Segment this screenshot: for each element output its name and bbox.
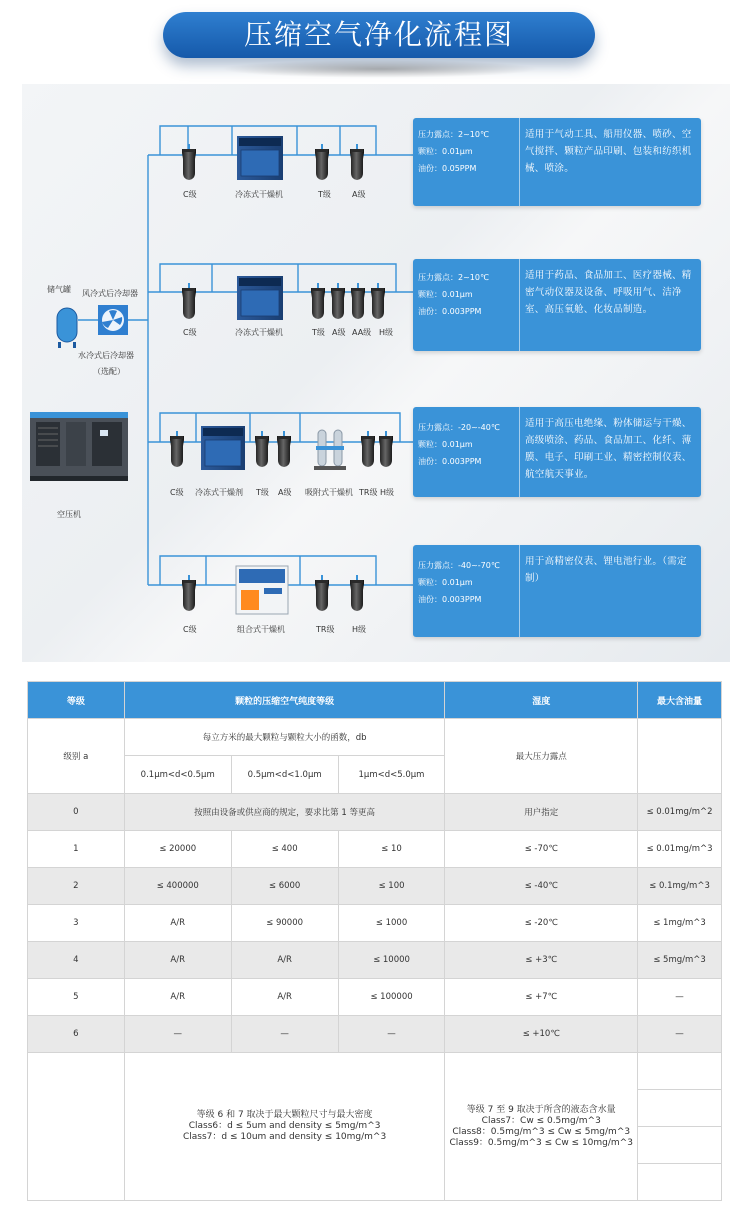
line-3-label-adsorption-dryer: 吸附式干燥机	[305, 488, 353, 497]
note-grade-empty	[28, 1053, 125, 1201]
oil-cell: ≤ 0.1mg/m^3	[638, 868, 722, 905]
grade-cell: 2	[28, 868, 125, 905]
humidity-class-note	[445, 1053, 638, 1201]
dew-cell: ≤ +10℃	[445, 1016, 638, 1053]
grade-cell: 4	[28, 942, 125, 979]
compressor-icon	[30, 412, 128, 481]
particle-cell: ≤ 10	[338, 831, 445, 868]
line-3-label-h: H级	[380, 488, 395, 497]
note-line: 等级 6 和 7 取决于最大颗粒尺寸与最大密度	[196, 1110, 373, 1120]
oil-cell: ≤ 1mg/m^3	[638, 905, 722, 942]
note-line: 等级 7 至 9 取决于所含的液态含水量	[466, 1104, 616, 1115]
line-1-info-box	[413, 118, 701, 206]
dew-point: 压力露点：-40~-70℃	[418, 561, 500, 570]
line-4-label-h: H级	[352, 625, 367, 634]
particle-size: 颗粒：0.01μm	[418, 147, 473, 156]
dew-point: 压力露点：2~10℃	[418, 273, 489, 282]
oil-empty-cell	[638, 1090, 722, 1127]
line-2-label-t: T级	[312, 328, 325, 337]
line-3-label-a: A级	[278, 488, 292, 497]
note-line: Class7：d ≤ 10um and density ≤ 10mg/m^3	[182, 1132, 387, 1142]
size-col-3: 1μm<d<5.0μm	[338, 756, 445, 794]
oil-content: 油份：0.003PPM	[418, 595, 482, 604]
dew-point: 压力露点：2~10℃	[418, 130, 489, 139]
table-row	[28, 1016, 722, 1053]
oil-subheader-empty	[638, 719, 722, 794]
particle-size: 颗粒：0.01μm	[418, 290, 473, 299]
oil-empty-cell	[638, 1053, 722, 1090]
line-2-label-a: A级	[332, 328, 346, 337]
oil-cell: ≤ 0.01mg/m^2	[638, 794, 722, 831]
tr-filter-icon	[361, 431, 375, 467]
particle-cell: A/R	[231, 979, 338, 1016]
table-row	[28, 979, 722, 1016]
grade-cell: 5	[28, 979, 125, 1016]
particle-class-note	[124, 1053, 445, 1201]
water-cooler-label: 水冷式后冷却器	[78, 351, 134, 360]
oil-empty-cell	[638, 1127, 722, 1164]
line-2-info-box	[413, 259, 701, 351]
line-1-description: 适用于气动工具、船用仪器、喷砂、空气搅拌、颗粒产品印刷、包装和纺织机械、喷涂。	[525, 129, 692, 174]
dew-cell: ≤ +3℃	[445, 942, 638, 979]
line-1-label-t: T级	[318, 190, 331, 199]
humidity-subheader: 最大压力露点	[445, 719, 638, 794]
oil-empty-cell	[638, 1164, 722, 1201]
line-2-params	[413, 259, 520, 351]
line-1-params	[413, 118, 520, 206]
particle-cell: ≤ 400000	[124, 868, 231, 905]
compressor-label: 空压机	[57, 510, 81, 519]
water-cooler-optional: （选配）	[93, 367, 125, 376]
c-filter-icon	[182, 144, 196, 180]
oil-content: 油份：0.003PPM	[418, 307, 482, 316]
table-row	[28, 794, 722, 831]
size-col-2: 0.5μm<d<1.0μm	[231, 756, 338, 794]
air-cooler-label: 风冷式后冷却器	[82, 289, 138, 298]
particle-cell: A/R	[124, 979, 231, 1016]
particle-subheader: 每立方米的最大颗粒与颗粒大小的函数，db	[124, 719, 445, 756]
c-filter-icon	[170, 431, 184, 467]
purity-class-table	[27, 681, 722, 1201]
header-grade: 等级	[28, 682, 125, 719]
note-line: Class6：d ≤ 5um and density ≤ 5mg/m^3	[188, 1121, 381, 1131]
air-cooler-icon	[98, 305, 128, 335]
a-filter-icon	[277, 431, 291, 467]
particle-cell: ≤ 100000	[338, 979, 445, 1016]
a-filter-icon	[350, 144, 364, 180]
dew-cell: ≤ +7℃	[445, 979, 638, 1016]
particle-cell: A/R	[124, 942, 231, 979]
table-note-row	[28, 1053, 722, 1090]
particle-cell: —	[338, 1016, 445, 1053]
c-filter-icon	[182, 283, 196, 319]
class-label: 级别 a	[28, 719, 125, 794]
particle-cell: —	[231, 1016, 338, 1053]
page-title: 压缩空气净化流程图	[163, 12, 595, 58]
dew-cell: ≤ -20℃	[445, 905, 638, 942]
line-3-label-c: C级	[170, 488, 184, 497]
particle-cell: ≤ 1000	[338, 905, 445, 942]
particle-cell: —	[124, 1016, 231, 1053]
dew-point: 压力露点：-20~-40℃	[418, 423, 500, 432]
table-row	[28, 831, 722, 868]
t-filter-icon	[311, 283, 325, 319]
oil-content: 油份：0.003PPM	[418, 457, 482, 466]
particle-cell: A/R	[231, 942, 338, 979]
h-filter-icon	[379, 431, 393, 467]
line-3-label-dryer: 冷冻式干燥剂	[195, 488, 243, 497]
line-2-label-c: C级	[183, 328, 197, 337]
adsorption-dryer-icon	[314, 430, 346, 470]
line-4-info-box	[413, 545, 701, 637]
oil-cell: —	[638, 979, 722, 1016]
aa-filter-icon	[351, 283, 365, 319]
particle-cell: ≤ 400	[231, 831, 338, 868]
combined-dryer-icon	[236, 566, 288, 614]
refrigerated-dryer-icon	[201, 426, 245, 470]
grade-cell: 1	[28, 831, 125, 868]
dew-cell: 用户指定	[445, 794, 638, 831]
header-particle-class: 颗粒的压缩空气纯度等级	[124, 682, 445, 719]
line-4-label-tr: TR级	[316, 625, 335, 634]
particle-cell: ≤ 100	[338, 868, 445, 905]
oil-cell: —	[638, 1016, 722, 1053]
storage-tank-icon	[57, 308, 77, 348]
note-line: Class7：Cw ≤ 0.5mg/m^3	[481, 1115, 601, 1126]
note-line: Class9：0.5mg/m^3 ≤ Cw ≤ 10mg/m^3	[449, 1137, 633, 1148]
line-4-label-c: C级	[183, 625, 197, 634]
table-row	[28, 868, 722, 905]
particle-size: 颗粒：0.01μm	[418, 578, 473, 587]
table-row	[28, 942, 722, 979]
tank-label: 储气罐	[47, 285, 71, 294]
particle-cell: ≤ 90000	[231, 905, 338, 942]
line-2-description: 适用于药品、食品加工、医疗器械、精密气动仪器及设备、呼吸用气、洁净室、高压氧舱、化妆品制造。	[525, 270, 692, 315]
refrigerated-dryer-icon	[237, 136, 283, 180]
oil-cell: ≤ 5mg/m^3	[638, 942, 722, 979]
table-row	[28, 905, 722, 942]
t-filter-icon	[255, 431, 269, 467]
particle-cell: ≤ 10000	[338, 942, 445, 979]
a-filter-icon	[331, 283, 345, 319]
header-humidity: 湿度	[445, 682, 638, 719]
h-filter-icon	[350, 575, 364, 611]
c-filter-icon	[182, 575, 196, 611]
dew-cell: ≤ -40℃	[445, 868, 638, 905]
note-line: Class8：0.5mg/m^3 ≤ Cw ≤ 5mg/m^3	[452, 1126, 631, 1137]
size-col-1: 0.1μm<d<0.5μm	[124, 756, 231, 794]
dew-cell: ≤ -70℃	[445, 831, 638, 868]
line-4-label-dryer: 组合式干燥机	[237, 625, 285, 634]
line-4-params	[413, 545, 520, 637]
line-3-label-t: T级	[256, 488, 269, 497]
oil-content: 油份：0.05PPM	[418, 164, 477, 173]
grade-cell: 3	[28, 905, 125, 942]
line-2-label-dryer: 冷冻式干燥机	[235, 328, 283, 337]
particle-cell: ≤ 20000	[124, 831, 231, 868]
line-2-label-h: H级	[379, 328, 394, 337]
oil-cell: ≤ 0.01mg/m^3	[638, 831, 722, 868]
line-1-label-a: A级	[352, 190, 366, 199]
line-4-description: 用于高精密仪表、锂电池行业。（需定制）	[525, 556, 687, 584]
particle-cell: ≤ 6000	[231, 868, 338, 905]
particle-size: 颗粒：0.01μm	[418, 440, 473, 449]
line-3-description: 适用于高压电绝缘、粉体储运与干燥、高级喷涂、药品、食品加工、化纤、薄膜、电子、印刷工业、精密控制仪表、航空航天事业。	[525, 418, 692, 480]
t-filter-icon	[315, 144, 329, 180]
particle-merged-cell: 按照由设备或供应商的规定，要求比第 1 等更高	[124, 794, 445, 831]
tr-filter-icon	[315, 575, 329, 611]
line-2-label-aa: AA级	[352, 328, 372, 337]
particle-cell: A/R	[124, 905, 231, 942]
header-max-oil: 最大含油量	[638, 682, 722, 719]
refrigerated-dryer-icon	[237, 276, 283, 320]
line-1-label-dryer: 冷冻式干燥机	[235, 190, 283, 199]
h-filter-icon	[371, 283, 385, 319]
line-3-label-tr: TR级	[359, 488, 378, 497]
line-1-label-c: C级	[183, 190, 197, 199]
line-3-info-box	[413, 407, 701, 497]
grade-cell: 6	[28, 1016, 125, 1053]
grade-cell: 0	[28, 794, 125, 831]
line-3-params	[413, 407, 520, 497]
